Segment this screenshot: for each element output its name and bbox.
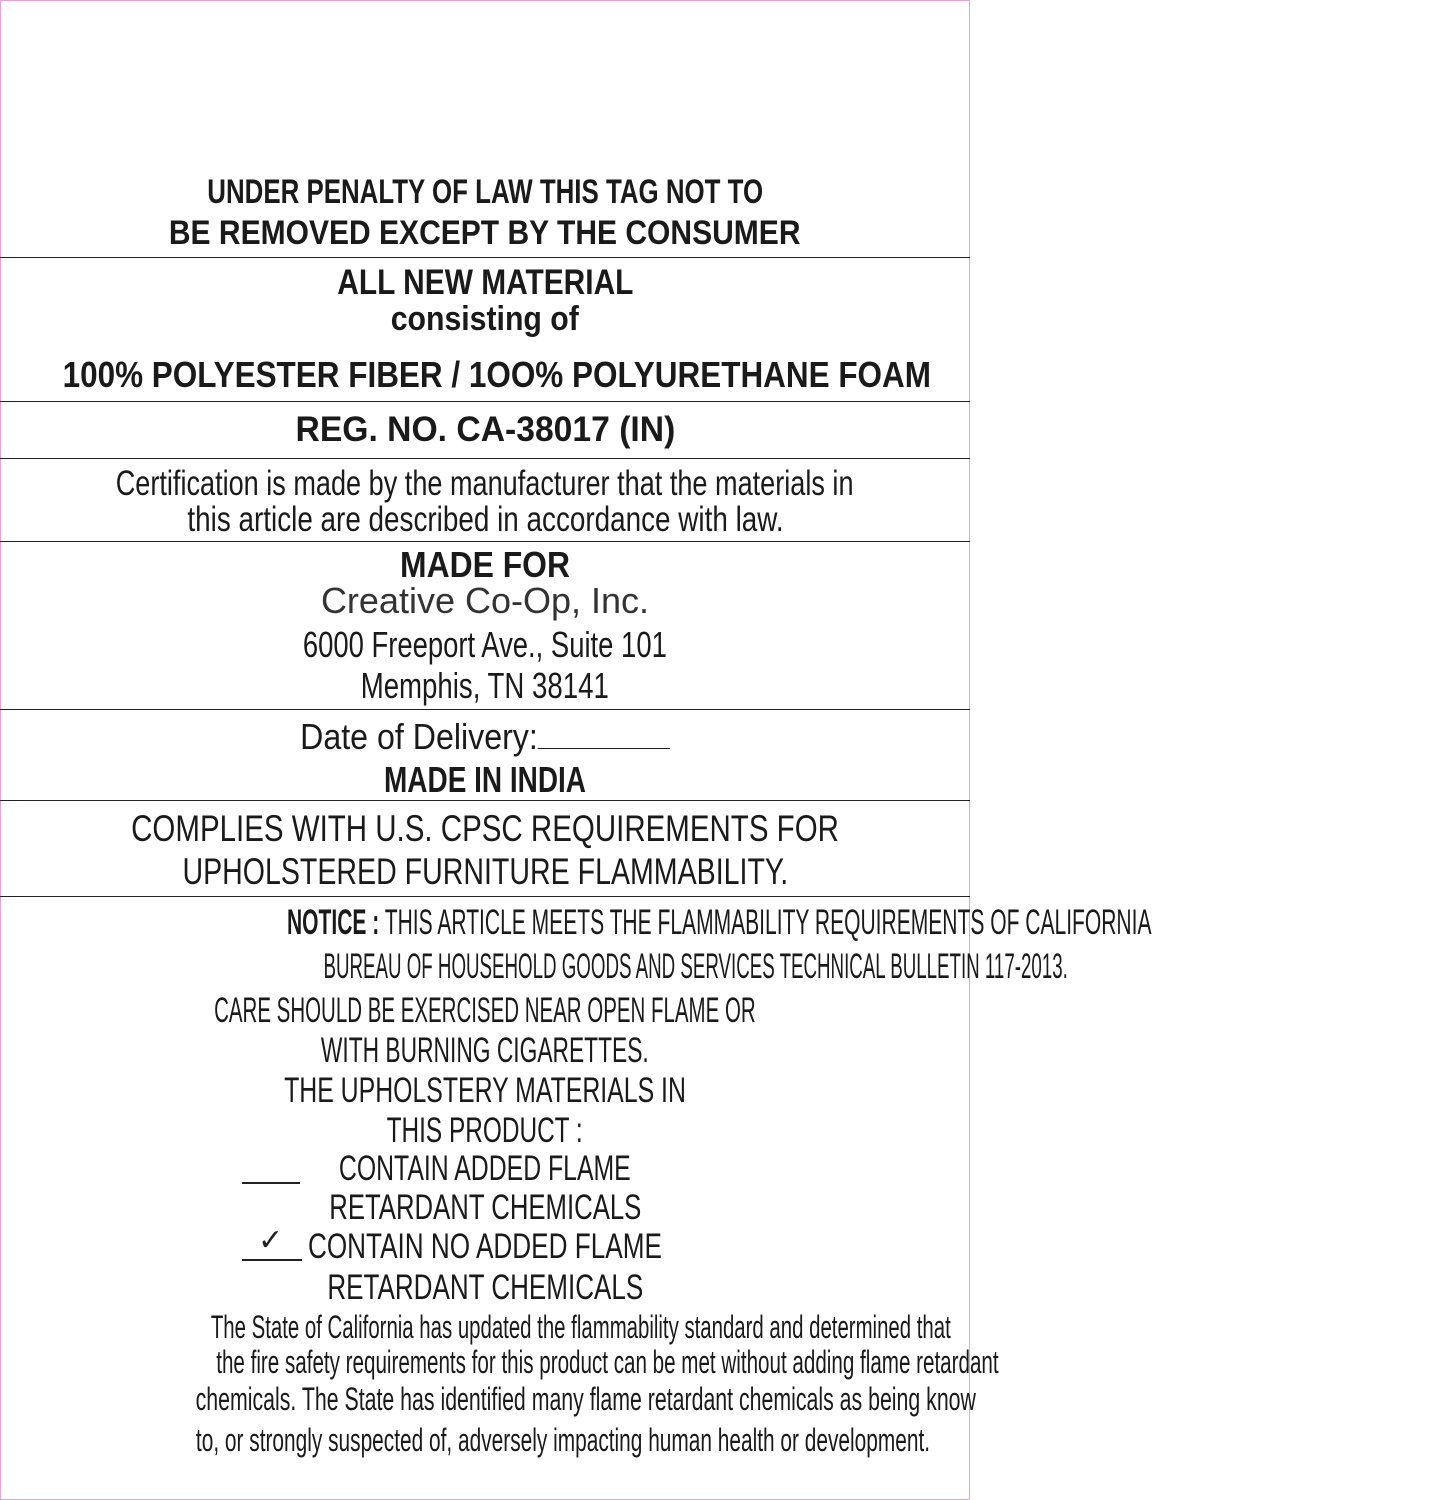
option-added-line-2 (0, 1190, 970, 1225)
address-line-1-text: 6000 Freeport Ave., Suite 101 (302, 624, 667, 665)
material-title-text: ALL NEW MATERIAL (336, 263, 634, 302)
notice-line-4 (0, 1033, 970, 1068)
made-for-label-text: MADE FOR (400, 544, 570, 585)
disclosure-line-4 (0, 1424, 970, 1456)
material-contents-text: 100% POLYESTER FIBER / 1OO% POLYURETHANE FOAM (62, 354, 931, 395)
disclosure-line-2-text: the fire safety requirements for this product can be met without adding flame retardant (216, 1344, 999, 1380)
delivery-date-label: Date of Delivery: (300, 716, 538, 757)
option-none-line-2-text: RETARDANT CHEMICALS (327, 1268, 643, 1307)
divider (0, 458, 970, 459)
notice-line-6 (0, 1113, 970, 1148)
made-for-label (0, 544, 970, 585)
certification-line-1 (0, 466, 970, 501)
certification-line-1-text: Certification is made by the manufacturer that the materials in (116, 464, 854, 503)
material-contents (0, 354, 970, 395)
option-none-line-1 (0, 1229, 970, 1264)
certification-line-2 (0, 502, 970, 537)
delivery-date-row-text (300, 718, 670, 755)
material-title (0, 265, 970, 300)
header-line-1 (0, 175, 970, 209)
company-name-text: Creative Co-Op, Inc. (320, 580, 650, 621)
material-subtitle (0, 302, 970, 336)
delivery-date-blank (538, 718, 670, 749)
address-line-2 (0, 665, 970, 706)
notice-line-4-text: WITH BURNING CIGARETTES. (321, 1031, 649, 1070)
notice-line-1 (0, 903, 1152, 942)
country-of-origin-text: MADE IN INDIA (383, 759, 587, 800)
divider (0, 401, 970, 402)
notice-label: NOTICE : (286, 903, 380, 942)
notice-line-3 (0, 993, 970, 1028)
notice-line-5 (0, 1073, 970, 1108)
notice-line-1-body: THIS ARTICLE MEETS THE FLAMMABILITY REQUIREMENTS OF CALIFORNIA (384, 903, 1152, 942)
registration-number-text: REG. NO. CA-38017 (IN) (295, 410, 675, 449)
notice-line-5-text: THE UPHOLSTERY MATERIALS IN (284, 1071, 686, 1110)
option-none-line-2 (0, 1270, 970, 1305)
divider (0, 709, 970, 710)
compliance-line-2 (0, 853, 970, 890)
header-line-1-text: UNDER PENALTY OF LAW THIS TAG NOT TO (207, 173, 763, 211)
checkmark-icon: ✓ (258, 1223, 284, 1258)
option-added-line-1 (0, 1151, 970, 1186)
header-line-2 (0, 216, 970, 250)
option-added-line-2-text: RETARDANT CHEMICALS (328, 1188, 642, 1227)
country-of-origin (0, 759, 970, 800)
notice-line-1-text (287, 905, 1152, 940)
disclosure-line-1-text: The State of California has updated the flammability standard and determined that (210, 1309, 951, 1345)
notice-line-2-text: BUREAU OF HOUSEHOLD GOODS AND SERVICES TECHNICAL BULLETIN 117-2013. (323, 947, 1068, 986)
disclosure-line-3 (0, 1381, 976, 1417)
option-added-line-1-text: CONTAIN ADDED FLAME (339, 1149, 631, 1188)
certification-line-2-text: this article are described in accordance with law. (186, 500, 784, 539)
address-line-1 (0, 624, 970, 665)
divider (0, 541, 970, 542)
notice-line-2 (0, 947, 1068, 986)
company-name (0, 580, 970, 621)
disclosure-line-3-text: chemicals. The State has identified many flame retardant chemicals as being know (195, 1381, 976, 1417)
compliance-line-1-text: COMPLIES WITH U.S. CPSC REQUIREMENTS FOR (131, 808, 839, 849)
divider (0, 257, 970, 258)
notice-line-3-text: CARE SHOULD BE EXERCISED NEAR OPEN FLAME OR (214, 991, 756, 1030)
header-line-2-text: BE REMOVED EXCEPT BY THE CONSUMER (169, 214, 801, 252)
disclosure-line-2 (0, 1344, 999, 1380)
compliance-line-2-text: UPHOLSTERED FURNITURE FLAMMABILITY. (182, 851, 788, 892)
notice-line-6-text: THIS PRODUCT : (386, 1111, 584, 1150)
registration-number (0, 412, 970, 447)
divider (0, 896, 970, 897)
compliance-line-1 (0, 810, 970, 847)
disclosure-line-4-text: to, or strongly suspected of, adversely impacting human health or development. (195, 1422, 931, 1458)
address-line-2-text: Memphis, TN 38141 (360, 665, 610, 706)
material-subtitle-text: consisting of (390, 300, 580, 338)
divider (0, 800, 970, 801)
disclosure-line-1 (0, 1311, 970, 1343)
delivery-date-row (0, 718, 970, 755)
option-none-line-1-text: CONTAIN NO ADDED FLAME (308, 1227, 662, 1266)
